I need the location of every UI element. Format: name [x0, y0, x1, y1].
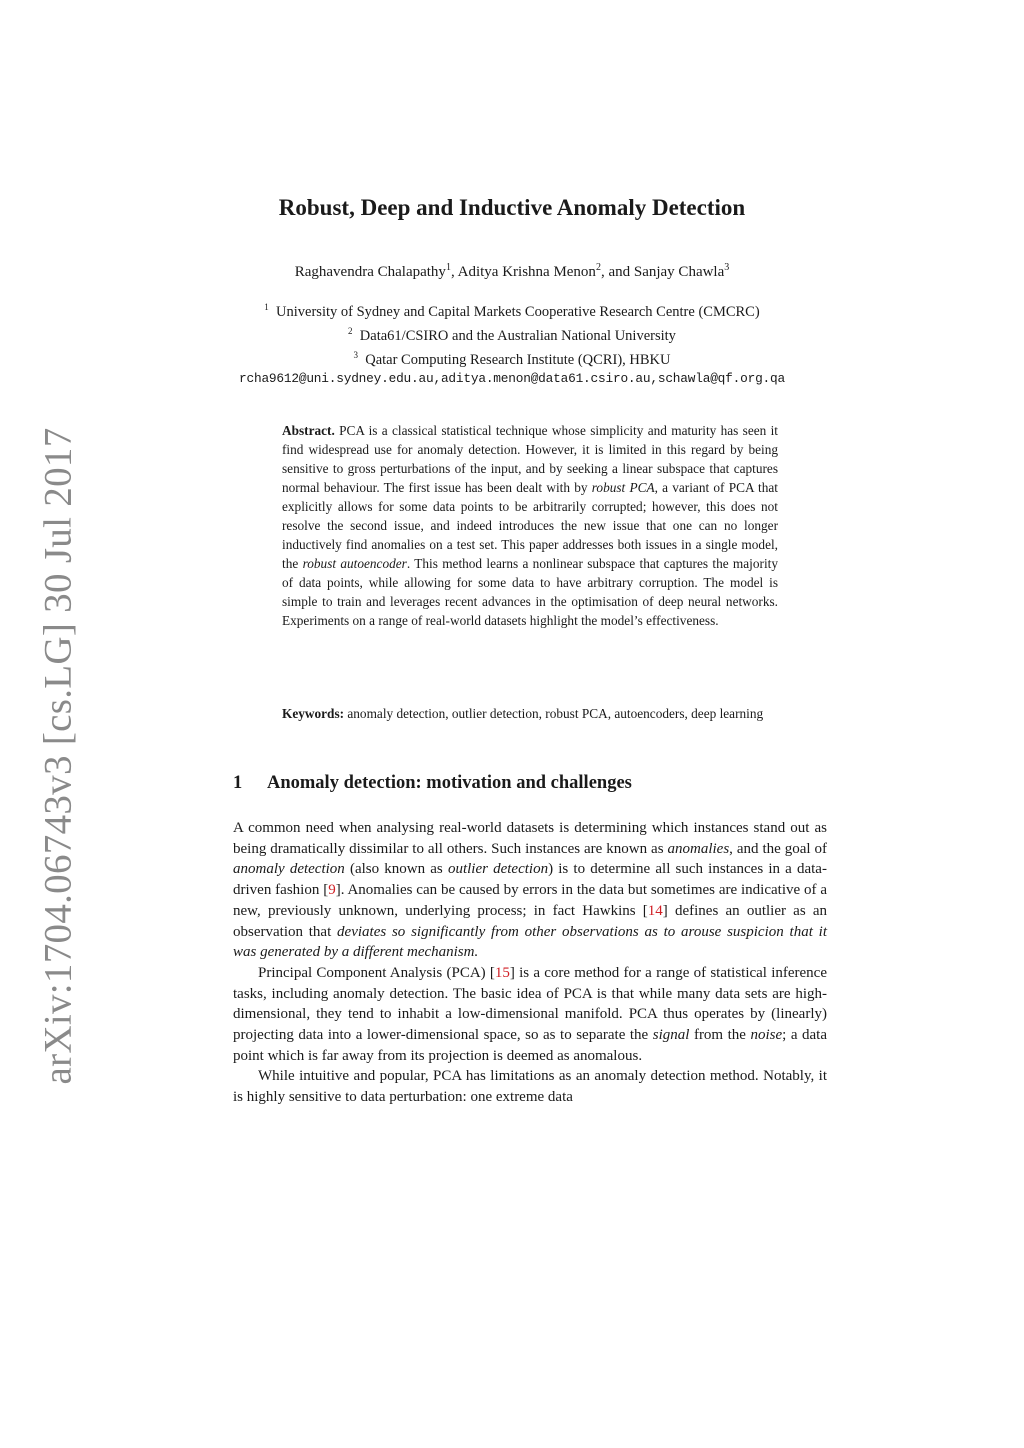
body-emphasis: anomaly detection [233, 861, 345, 878]
body-paragraph [233, 818, 827, 963]
affiliation-line [0, 322, 1024, 346]
affiliation-text: Data61/CSIRO and the Australian National University [359, 327, 676, 344]
citation-number[interactable]: 9 [328, 882, 336, 899]
affiliations [0, 298, 1024, 388]
abstract-emphasis: robust PCA [591, 480, 655, 495]
body-text: (also known as [344, 861, 448, 878]
abstract [282, 421, 778, 630]
section-heading [233, 773, 833, 794]
body-emphasis: outlier detection [447, 861, 549, 878]
author-name: Sanjay Chawla [633, 264, 725, 280]
paper-title: Robust, Deep and Inductive Anomaly Detection [278, 195, 746, 220]
affiliation-mark: 1 [445, 262, 451, 273]
body-text: from the [689, 1027, 751, 1044]
citation-link[interactable]: [9] [323, 882, 341, 899]
keywords-label: Keywords: [282, 706, 345, 721]
affiliation-mark: 2 [595, 262, 601, 273]
affiliation-line [0, 298, 1024, 322]
abstract-text: PCA is a classical statistical technique whose simplicity and maturity has seen it find widespread use for anomaly detection. However, it is limited in this regard by being sensitive to gross perturbations of the input, and by seeking a linear subspace that captures normal behaviour. The first issue has been dealt with by [282, 423, 778, 495]
abstract-label: Abstract. [282, 423, 335, 438]
citation-link[interactable]: [15] [489, 964, 515, 981]
affiliation-mark: 3 [353, 349, 358, 360]
quote-emphasis: deviates so significantly from other observations as to arouse suspicion that it was generated by a different mechanism. [233, 923, 827, 961]
author-separator: , and [600, 264, 634, 280]
body-text: defines an outlier as an observation that [233, 902, 827, 940]
author-name: Raghavendra Chalapathy [294, 264, 446, 280]
body-emphasis: anomalies [667, 840, 730, 857]
body-text: ) is to determine all such instances in a data-driven fashion [233, 861, 827, 899]
author-list [0, 262, 1024, 281]
affiliation-mark: 1 [264, 302, 269, 312]
body-paragraph [233, 963, 827, 1067]
section-title: Anomaly detection: motivation and challenges [267, 773, 632, 793]
body-text: . Anomalies can be caused by errors in the data but sometimes are indicative of a new, previously unknown, underlying process; in fact Hawkins [233, 882, 827, 919]
body-emphasis: signal [652, 1027, 690, 1044]
arxiv-stamp-text: arXiv:1704.06743v3 [cs.LG] 30 Jul 2017 [36, 427, 80, 1085]
affiliation-mark: 2 [348, 325, 353, 336]
section-body [233, 818, 827, 1108]
body-text: While intuitive and popular, PCA has limitations as an anomaly detection method. Notably, it is highly sensitive to data perturbation: one extreme data [233, 1068, 827, 1106]
author-name: Aditya Krishna Menon [457, 264, 596, 280]
body-text: A common need when analysing real-world datasets is determining which instances stand out as being dramatically dissimilar to all others. Such instances are known as [233, 820, 827, 857]
affiliation-line [0, 346, 1024, 370]
keywords [282, 704, 778, 723]
abstract-text: , a variant of PCA that explicitly allows for some data points to be arbitrarily corrupted; however, this does not resolve the second issue, and indeed introduces the new issue that one can no longer inductively find anomalies on a test set. This paper addresses both issues in a single model, the [282, 480, 778, 571]
body-text: Principal Component Analysis (PCA) [258, 964, 490, 981]
section-number: 1 [233, 773, 243, 793]
abstract-text: . This method learns a nonlinear subspace that captures the majority of data points, while allowing for some data to have arbitrary corruption. The model is simple to train and leverages recent advances in the optimisation of deep neural networks. Experiments on a range of real-world datasets highlight the model’s effectiveness. [282, 556, 778, 628]
abstract-emphasis: robust autoencoder [302, 556, 407, 571]
keywords-text: anomaly detection, outlier detection, robust PCA, autoencoders, deep learning [344, 706, 764, 721]
affiliation-text: Qatar Computing Research Institute (QCRI), HBKU [365, 351, 671, 368]
citation-number[interactable]: 15 [494, 964, 510, 981]
citation-number[interactable]: 14 [647, 902, 663, 919]
body-text: is a core method for a range of statistical inference tasks, including anomaly detection. The basic idea of PCA is that while many data sets are high-dimensional, they tend to inhabit a low-dimensional manifold. PCA thus operates by (linearly) projecting data into a lower-dimensional space, so as to separate the [233, 964, 827, 1044]
affiliation-text: University of Sydney and Capital Markets Cooperative Research Centre (CMCRC) [276, 303, 760, 320]
body-text: , and the goal of [729, 840, 827, 857]
affiliation-mark: 3 [724, 262, 730, 273]
body-paragraph [233, 1066, 827, 1107]
author-emails: rcha9612@uni.sydney.edu.au,aditya.menon@data61.csiro.au,schawla@qf.org.qa [239, 371, 785, 387]
body-emphasis: noise [750, 1027, 783, 1044]
body-text: ; a data point which is far away from its projection is deemed as anomalous. [233, 1027, 828, 1064]
citation-link[interactable]: [14] [642, 902, 668, 919]
author-separator: , [450, 264, 458, 280]
